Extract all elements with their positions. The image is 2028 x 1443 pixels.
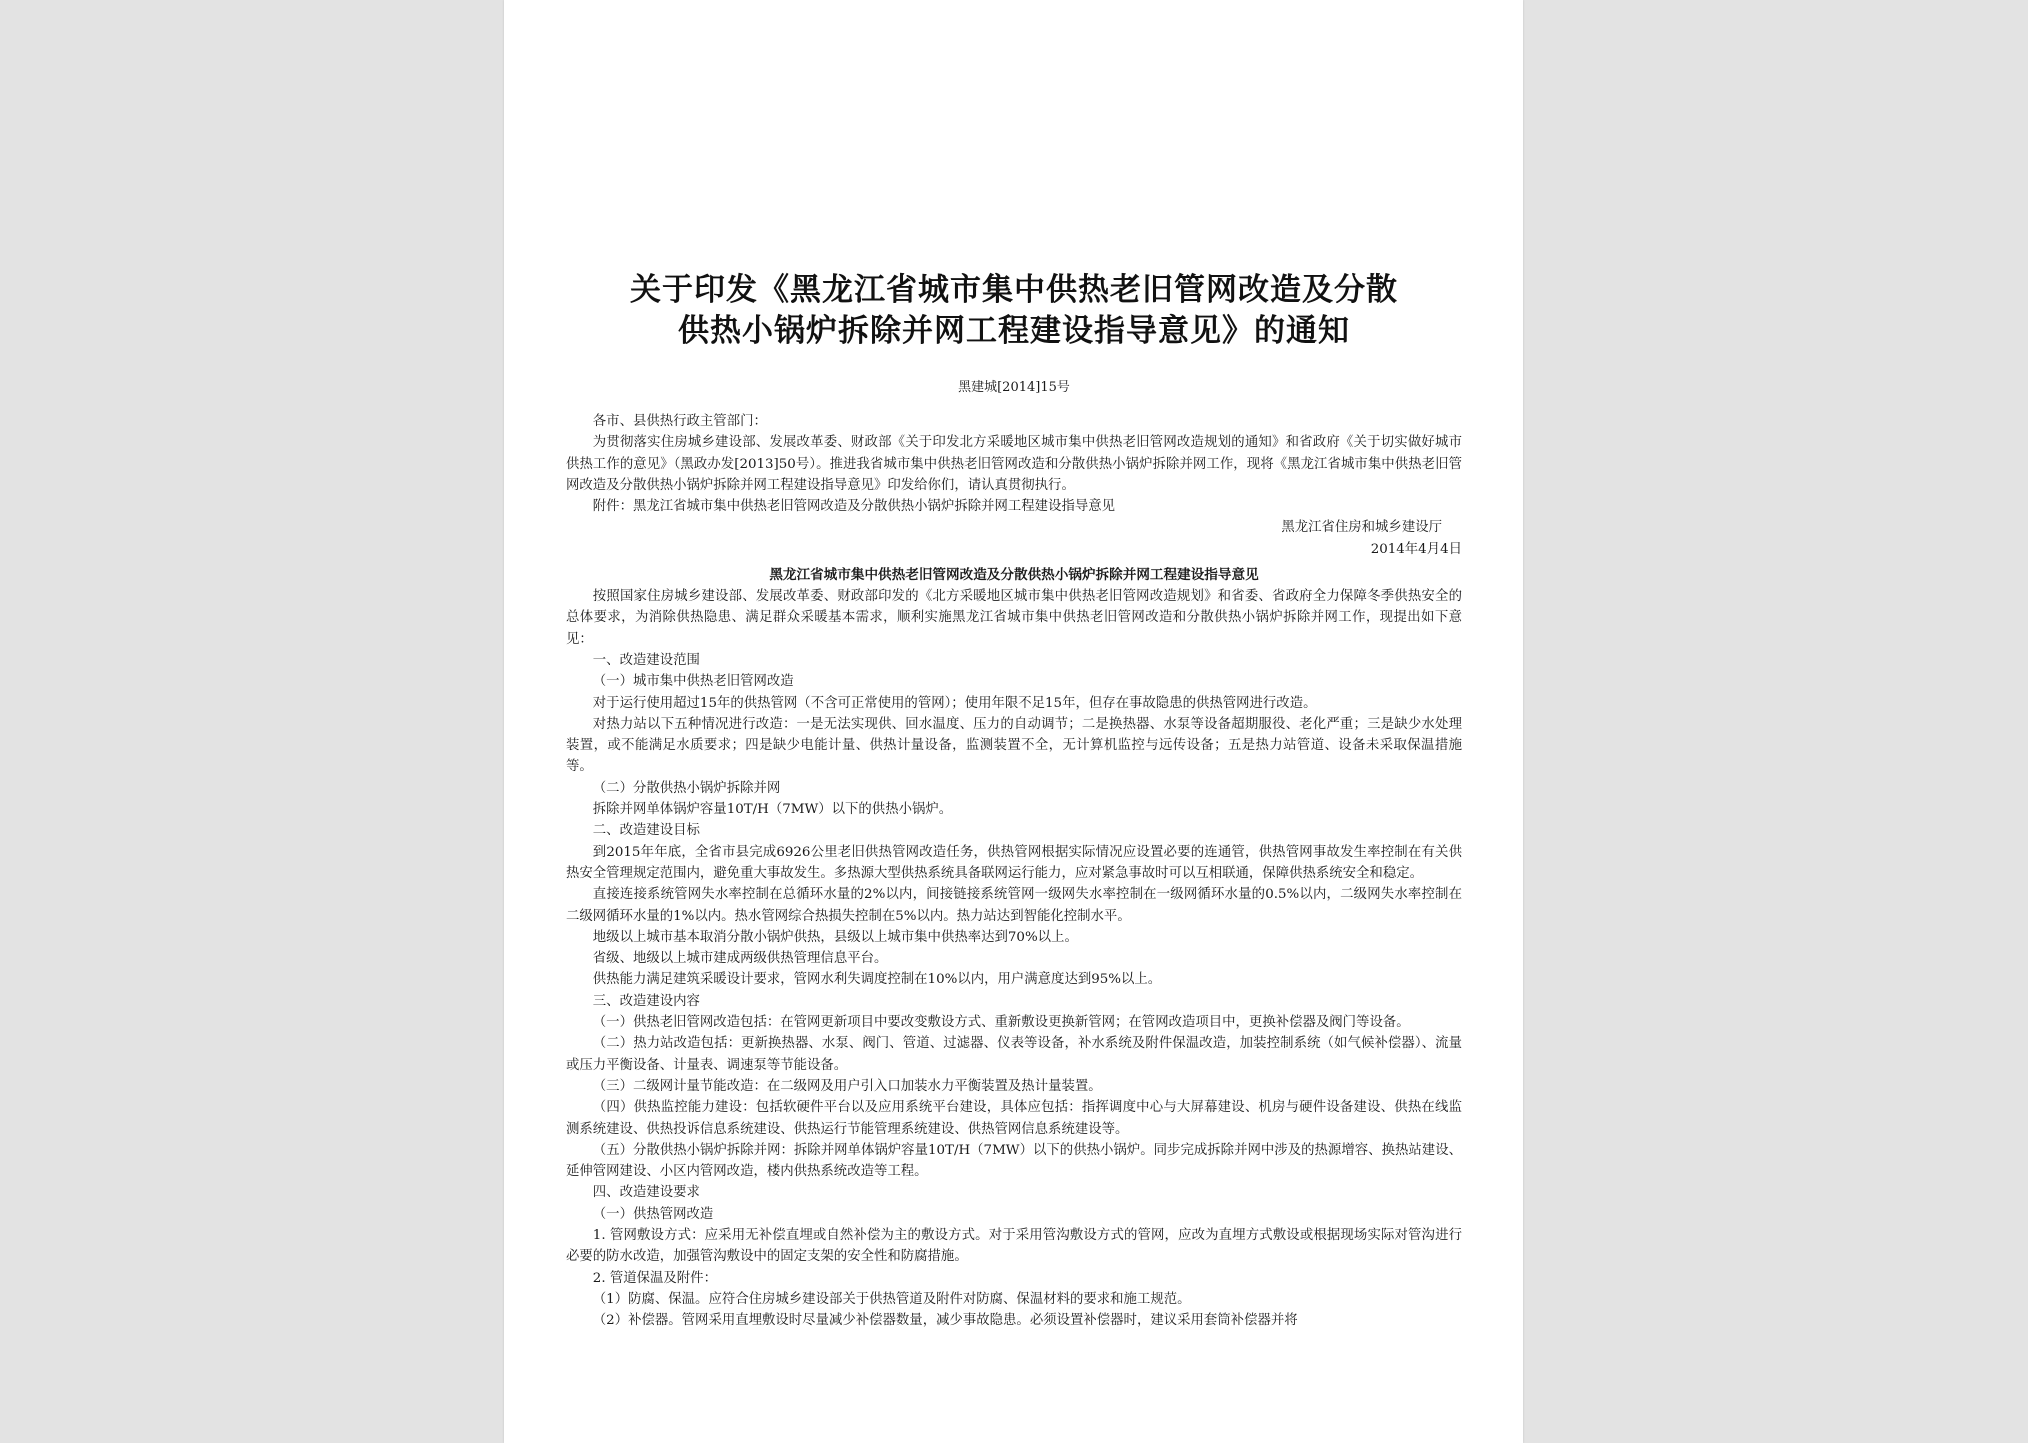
intro-paragraph: 为贯彻落实住房城乡建设部、发展改革委、财政部《关于印发北方采暖地区城市集中供热老旧管网改造规划的通知》和省政府《关于切实做好城市供热工作的意见》（黑政办发[2013]50号）。推进我省城市集中供热老旧管网改造和分散供热小锅炉拆除并网工作，现将《黑龙江省城市集中供热老旧管网改造及分散供热小锅炉拆除并网工程建设指导意见》印发给你们，请认真贯彻执行。 [566,435,1462,493]
guideline-paragraph: （2）补偿器。管网采用直埋敷设时尽量减少补偿器数量，减少事故隐患。必须设置补偿器时，建议采用套筒补偿器并将 [592,1313,1298,1329]
guideline-paragraph: 地级以上城市基本取消分散小锅炉供热，县级以上城市集中供热率达到70%以上。 [592,929,1078,945]
guideline-paragraph: （四）供热监控能力建设：包括软硬件平台以及应用系统平台建设，具体应包括：指挥调度中心与大屏幕建设、机房与硬件设备建设、供热在线监测系统建设、供热投诉信息系统建设、供热运行节能管理系统建设、供热管网信息系统建设等。 [566,1100,1462,1137]
guideline-subtitle: 黑龙江省城市集中供热老旧管网改造及分散供热小锅炉拆除并网工程建设指导意见 [769,567,1259,584]
attachment-line: 附件：黑龙江省城市集中供热老旧管网改造及分散供热小锅炉拆除并网工程建设指导意见 [592,499,1116,515]
issue-date: 2014年4月4日 [1370,541,1462,557]
document-title [566,270,1462,352]
title-line-2: 供热小锅炉拆除并网工程建设指导意见》的通知 [678,313,1350,349]
guideline-paragraph: 2. 管道保温及附件： [592,1270,717,1286]
guideline-paragraph: 二、改造建设目标 [592,823,700,839]
document-content [566,270,1462,1331]
guideline-paragraph: 到2015年年底，全省市县完成6926公里老旧供热管网改造任务，供热管网根据实际情况应设置必要的连通管，供热管网事故发生率控制在有关供热安全管理规定范围内，避免重大事故发生。多热源大型供热系统具备联网运行能力，应对紧急事故时可以互相联通，保障供热系统安全和稳定。 [566,844,1462,881]
guideline-paragraph: 对热力站以下五种情况进行改造：一是无法实现供、回水温度、压力的自动调节；二是换热器、水泵等设备超期服役、老化严重；三是缺少水处理装置，或不能满足水质要求；四是缺少电能计量、供热计量设备，监测装置不全，无计算机监控与远传设备；五是热力站管道、设备未采取保温措施等。 [566,716,1462,775]
issuer: 黑龙江省住房和城乡建设厅 [1281,520,1442,536]
guideline-paragraph: 省级、地级以上城市建成两级供热管理信息平台。 [592,951,888,967]
guideline-paragraph: （一）城市集中供热老旧管网改造 [592,674,794,690]
guideline-paragraph: 直接连接系统管网失水率控制在总循环水量的2%以内，间接链接系统管网一级网失水率控制在一级网循环水量的0.5%以内，二级网失水率控制在二级网循环水量的1%以内。热水管网综合热损失控制在5%以内。热力站达到智能化控制水平。 [566,887,1462,924]
guideline-paragraph: 拆除并网单体锅炉容量10T/H（7MW）以下的供热小锅炉。 [592,802,953,818]
document-body [566,411,1462,1331]
guideline-paragraph: 三、改造建设内容 [592,993,700,1009]
document-page [504,0,1523,1443]
guideline-paragraph: 对于运行使用超过15年的供热管网（不含可正常使用的管网）；使用年限不足15年，但存在事故隐患的供热管网进行改造。 [592,695,1317,711]
document-number: 黑建城[2014]15号 [958,380,1070,395]
guideline-paragraph: （一）供热管网改造 [592,1206,714,1222]
guideline-paragraph: 1. 管网敷设方式：应采用无补偿直埋或自然补偿为主的敷设方式。对于采用管沟敷设方式的管网，应改为直埋方式敷设或根据现场实际对管沟进行必要的防水改造，加强管沟敷设中的固定支架的安全性和防腐措施。 [566,1227,1462,1265]
guideline-paragraph: （二）热力站改造包括：更新换热器、水泵、阀门、管道、过滤器、仪表等设备，补水系统及附件保温改造，加装控制系统（如气候补偿器）、流量或压力平衡设备、计量表、调速泵等节能设备。 [566,1036,1462,1073]
guideline-paragraph: （五）分散供热小锅炉拆除并网：拆除并网单体锅炉容量10T/H（7MW）以下的供热小锅炉。同步完成拆除并网中涉及的热源增容、换热站建设、延伸管网建设、小区内管网改造，楼内供热系统改造等工程。 [566,1142,1462,1180]
guideline-paragraph: 一、改造建设范围 [592,652,700,668]
guideline-paragraph: （三）二级网计量节能改造：在二级网及用户引入口加装水力平衡装置及热计量装置。 [592,1078,1102,1094]
title-line-1: 关于印发《黑龙江省城市集中供热老旧管网改造及分散 [630,272,1398,308]
guideline-paragraph: 供热能力满足建筑采暖设计要求，管网水利失调度控制在10%以内，用户满意度达到95%以上。 [592,972,1162,988]
guideline-paragraph: （二）分散供热小锅炉拆除并网 [592,780,781,796]
guideline-paragraph: （1）防腐、保温。应符合住房城乡建设部关于供热管道及附件对防腐、保温材料的要求和施工规范。 [592,1291,1191,1307]
guideline-paragraph: 按照国家住房城乡建设部、发展改革委、财政部印发的《北方采暖地区城市集中供热老旧管网改造规划》和省委、省政府全力保障冬季供热安全的总体要求，为消除供热隐患、满足群众采暖基本需求，顺利实施黑龙江省城市集中供热老旧管网改造和分散供热小锅炉拆除并网工作，现提出如下意见： [566,589,1462,647]
guideline-paragraph: （一）供热老旧管网改造包括：在管网更新项目中要改变敷设方式、重新敷设更换新管网；在管网改造项目中，更换补偿器及阀门等设备。 [592,1015,1410,1031]
guideline-paragraphs [566,586,1462,1331]
addressee: 各市、县供热行政主管部门： [592,414,767,429]
guideline-paragraph: 四、改造建设要求 [592,1185,700,1201]
